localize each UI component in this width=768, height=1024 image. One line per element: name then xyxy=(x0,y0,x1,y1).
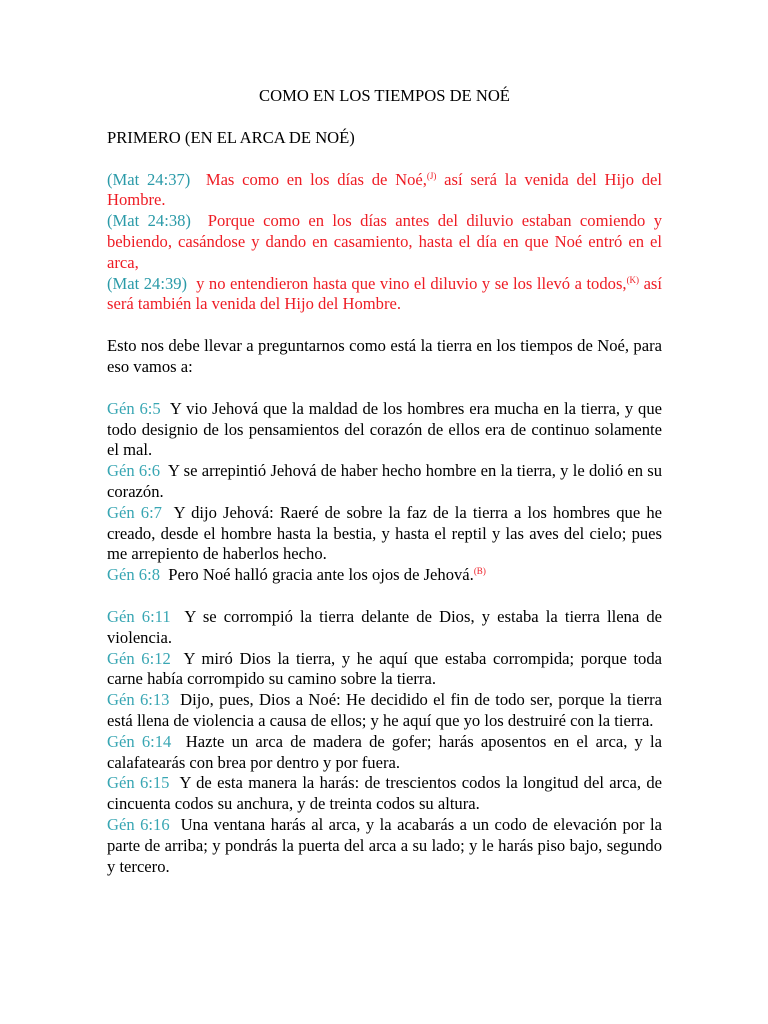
genesis-passage-1 xyxy=(107,399,662,586)
verse-reference: Gén 6:7 xyxy=(107,502,162,522)
verse-text: así será la venida del Hijo del Hombre. xyxy=(107,169,663,210)
verse-gen-6-13 xyxy=(107,690,662,732)
intro-paragraph: Esto nos debe llevar a preguntarnos como está la tierra en los tiempos de Noé, para eso vamos a: xyxy=(107,336,662,376)
verse-gen-6-11 xyxy=(107,607,662,649)
verse-text: Porque como en los días antes del diluvio estaban comiendo y bebiendo, casándose y dando en casamiento, hasta el día en que Noé entró en el arca, xyxy=(107,211,663,272)
verse-text: Y dijo Jehová: Raeré de sobre la faz de la tierra a los hombres que he creado, desde el hombre hasta la bestia, y hasta el reptil y las aves del cielo; pues me arrepiento de haberlos hecho. xyxy=(107,502,663,564)
verse-reference: Gén 6:12 xyxy=(107,648,171,668)
verse-text: y no entendieron hasta que vino el diluvio y se los llevó a todos, xyxy=(196,273,627,293)
verse-reference: Gén 6:15 xyxy=(107,773,170,793)
verse-reference: Gén 6:11 xyxy=(107,606,171,626)
footnote-marker: (B) xyxy=(473,566,486,577)
verse-gen-6-8 xyxy=(107,565,662,586)
verse-gen-6-14 xyxy=(107,732,662,774)
verse-reference: (Mat 24:39) xyxy=(107,273,188,293)
verse-reference: Gén 6:8 xyxy=(107,565,160,585)
verse-reference: (Mat 24:37) xyxy=(107,169,191,189)
verse-reference: Gén 6:6 xyxy=(107,461,161,481)
verse-reference: Gén 6:16 xyxy=(107,814,170,834)
matthew-passage xyxy=(107,170,662,316)
verse-mat-24-39 xyxy=(107,274,662,316)
footnote-marker: (K) xyxy=(626,274,640,285)
verse-text: Y vio Jehová que la maldad de los hombres era mucha en la tierra, y que todo designio de los pensamientos del corazón de ellos era de continuo solamente el mal. xyxy=(107,398,662,460)
verse-text: Y se corrompió la tierra delante de Dios, y estaba la tierra llena de violencia. xyxy=(107,606,663,647)
verse-text: Hazte un arca de madera de gofer; harás aposentos en el arca, y la calafatearás con brea por dentro y por fuera. xyxy=(107,731,663,772)
verse-reference: Gén 6:13 xyxy=(107,690,170,710)
footnote-marker: (J) xyxy=(426,170,437,181)
verse-text: Y se arrepintió Jehová de haber hecho hombre en la tierra, y le dolió en su corazón. xyxy=(107,461,662,501)
genesis-passage-2 xyxy=(107,607,662,877)
verse-text: así será también la venida del Hijo del Hombre. xyxy=(107,273,662,314)
verse-mat-24-37 xyxy=(107,170,662,212)
verse-text: Dijo, pues, Dios a Noé: He decidido el fin de todo ser, porque la tierra está llena de violencia a causa de ellos; y he aquí que yo los destruiré con la tierra. xyxy=(107,690,662,730)
verse-gen-6-12 xyxy=(107,649,662,691)
verse-reference: Gén 6:5 xyxy=(107,398,161,418)
verse-gen-6-16 xyxy=(107,815,662,877)
verse-mat-24-38 xyxy=(107,211,662,273)
verse-text: Mas como en los días de Noé, xyxy=(205,169,427,189)
verse-gen-6-15 xyxy=(107,773,662,815)
section-heading: PRIMERO (EN EL ARCA DE NOÉ) xyxy=(107,127,355,147)
verse-text: Una ventana harás al arca, y la acabarás a un codo de elevación por la parte de arriba; y pondrás la puerta del arca a su lado; y le harás piso bajo, segundo y tercero. xyxy=(107,814,663,876)
verse-reference: (Mat 24:38) xyxy=(107,211,191,231)
verse-text: Pero Noé halló gracia ante los ojos de Jehová. xyxy=(168,565,474,585)
intro-paragraph-block xyxy=(107,336,662,378)
verse-reference: Gén 6:14 xyxy=(107,731,172,751)
document-title: COMO EN LOS TIEMPOS DE NOÉ xyxy=(259,86,510,105)
verse-gen-6-7 xyxy=(107,503,662,565)
verse-text: Y miró Dios la tierra, y he aquí que estaba corrompida; porque toda carne había corrompido su camino sobre la tierra. xyxy=(107,648,663,689)
verse-gen-6-5 xyxy=(107,399,662,461)
verse-text: Y de esta manera la harás: de trescientos codos la longitud del arca, de cincuenta codos su anchura, y de treinta codos su altura. xyxy=(107,773,662,814)
verse-gen-6-6 xyxy=(107,461,662,503)
